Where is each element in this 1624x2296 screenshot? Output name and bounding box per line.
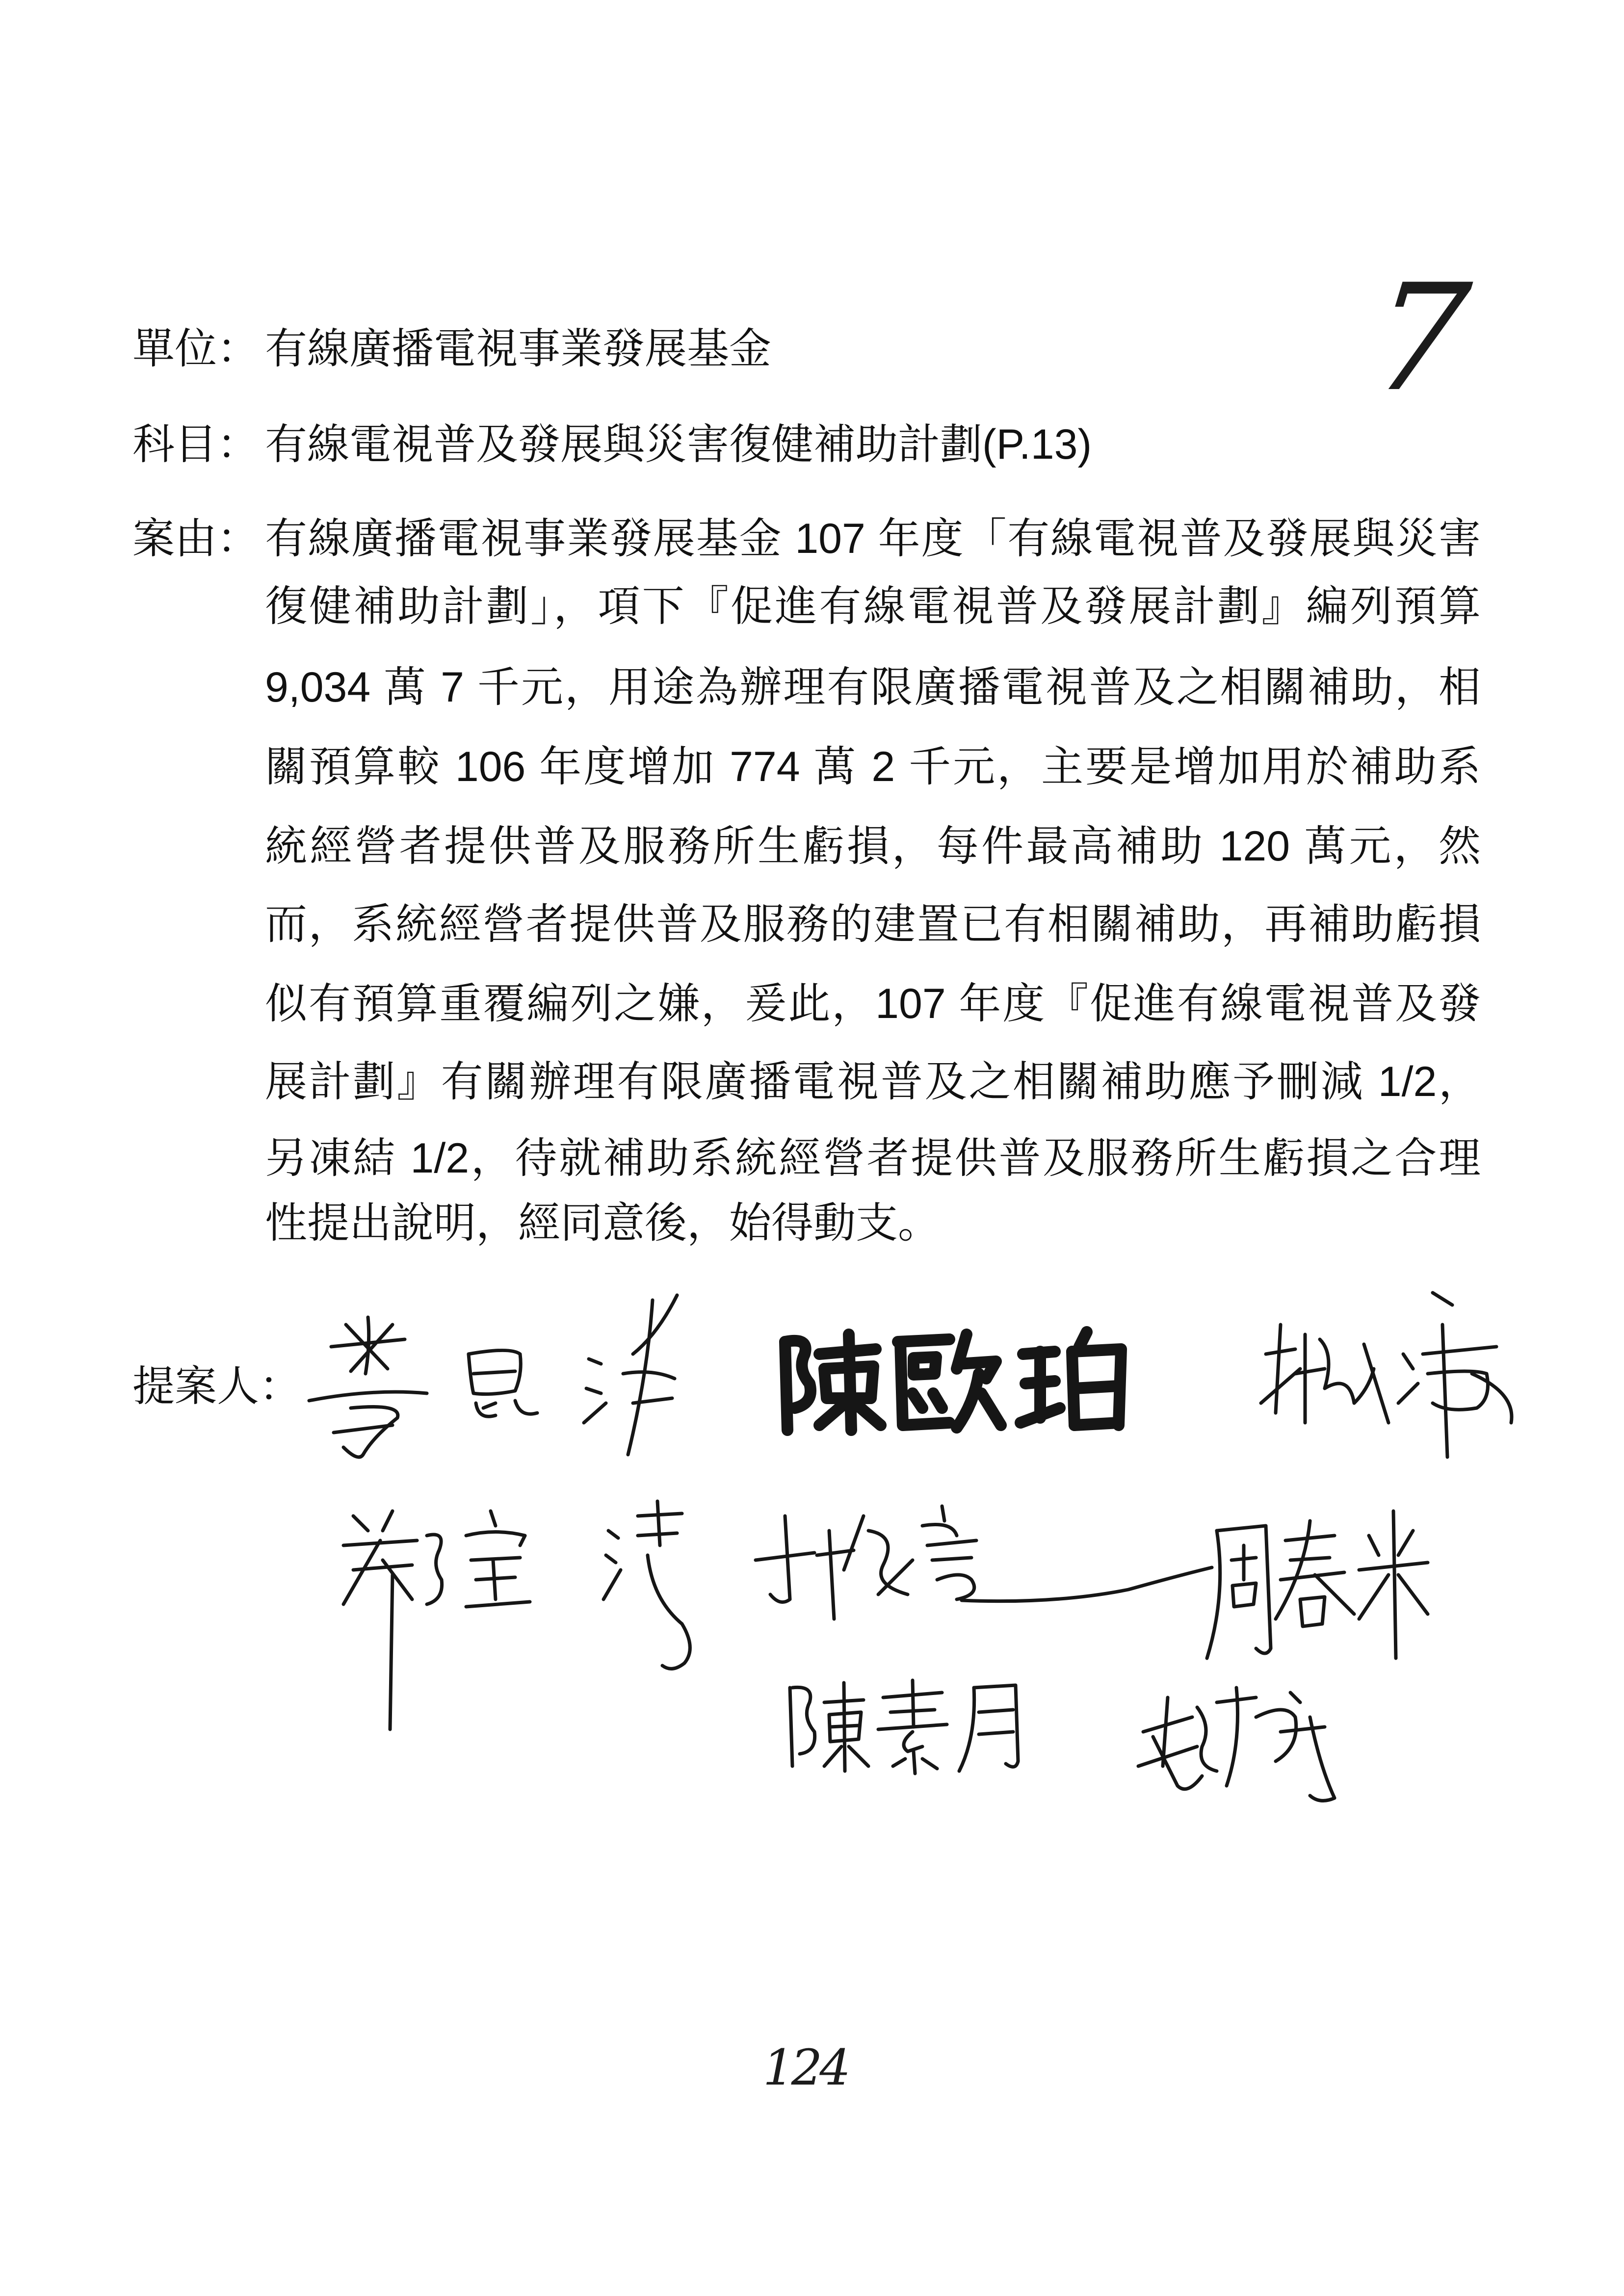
- unit-label: 單位：: [132, 325, 259, 372]
- case-line: 展計劃』有關辦理有限廣播電視普及之相關補助應予刪減 1/2，: [265, 1058, 1481, 1105]
- case-line: 統經營者提供普及服務所生虧損，每件最高補助 120 萬元，然: [265, 823, 1481, 870]
- case-line: 另凍結 1/2，待就補助系統經營者提供普及服務所生虧損之合理: [265, 1135, 1481, 1182]
- signature-4: [343, 1501, 690, 1729]
- case-line: 關預算較 106 年度增加 774 萬 2 千元，主要是增加用於補助系: [265, 743, 1481, 790]
- proposers-label: 提案人：: [132, 1363, 301, 1410]
- case-line-last: 性提出說明，經同意後，始得動支。: [265, 1200, 940, 1247]
- subject-label: 科目：: [132, 421, 259, 468]
- signature-2: [785, 1332, 1121, 1430]
- signature-6: [1207, 1511, 1428, 1658]
- case-label: 案由：: [132, 515, 259, 562]
- case-line: 9,034 萬 7 千元，用途為辦理有限廣播電視普及之相關補助，相: [265, 664, 1481, 711]
- case-line: 而，系統經營者提供普及服務的建置已有相關補助，再補助虧損: [265, 901, 1481, 948]
- signature-3: [1261, 1293, 1512, 1457]
- handwritten-page-number: 124: [763, 2039, 848, 2096]
- case-line: 有線廣播電視事業發展基金 107 年度「有線電視普及發展與災害: [265, 515, 1481, 562]
- signature-7: [790, 1680, 1018, 1774]
- signature-5: [756, 1506, 1212, 1619]
- case-line: 復健補助計劃」，項下『促進有線電視普及發展計劃』編列預算: [265, 583, 1481, 630]
- subject-value: 有線電視普及發展與災害復健補助計劃(P.13): [265, 421, 1092, 468]
- signature-8: [1138, 1688, 1335, 1800]
- handwritten-corner-mark: 7: [1364, 253, 1477, 424]
- signature-1: [309, 1295, 677, 1457]
- unit-value: 有線廣播電視事業發展基金: [265, 325, 771, 372]
- case-line: 似有預算重覆編列之嫌，爰此，107 年度『促進有線電視普及發: [265, 980, 1481, 1027]
